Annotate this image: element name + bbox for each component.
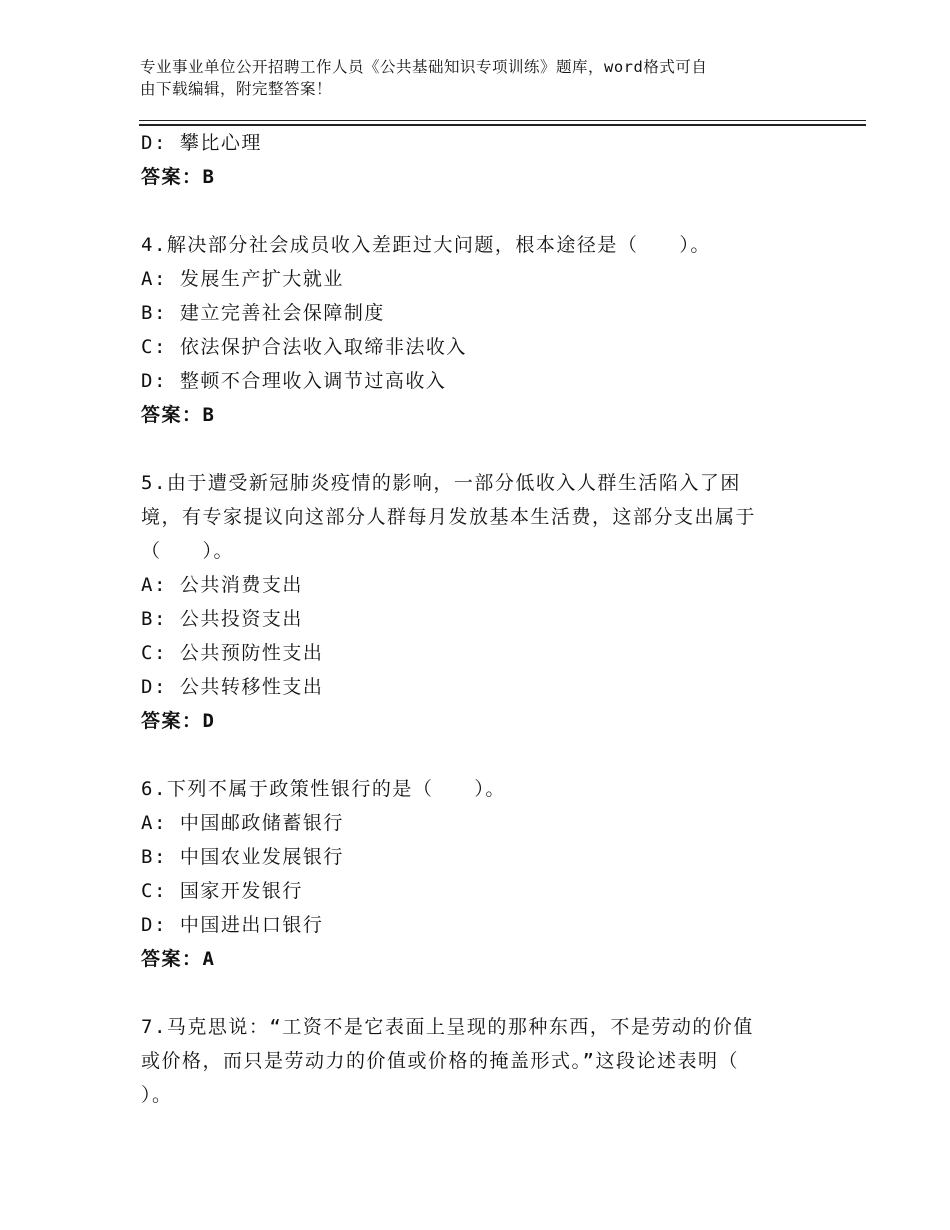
question-4 (141, 228, 821, 432)
question-6 (141, 772, 821, 976)
question-stem-line-1: 7.马克思说：“工资不是它表面上呈现的那种东西，不是劳动的价值 (141, 1016, 754, 1038)
header-line-2: 由下载编辑，附完整答案！ (140, 80, 333, 98)
option-d: D: 公共转移性支出 (141, 676, 324, 698)
option-a: A: 中国邮政储蓄银行 (141, 812, 344, 834)
option-b: B: 建立完善社会保障制度 (141, 302, 385, 324)
option-b: B: 中国农业发展银行 (141, 846, 344, 868)
option-d: D: 整顿不合理收入调节过高收入 (141, 370, 447, 392)
header-rule-thin (139, 120, 866, 121)
question-7 (141, 1010, 821, 1112)
spacer (141, 432, 821, 466)
question-stem-line-2: 境，有专家提议向这部分人群每月发放基本生活费，这部分支出属于 (141, 506, 757, 528)
question-stem-line-2: 或价格，而只是劳动力的价值或价格的掩盖形式。”这段论述表明（ (141, 1050, 739, 1072)
option-b: B: 公共投资支出 (141, 608, 303, 630)
option-c: C: 依法保护合法收入取缔非法收入 (141, 336, 467, 358)
option-c: C: 公共预防性支出 (141, 642, 324, 664)
question-5 (141, 466, 821, 738)
spacer (141, 194, 821, 228)
spacer (141, 976, 821, 1010)
answer-line: 答案：B (141, 404, 216, 426)
question-stem-line-3: （ ）。 (141, 540, 235, 562)
page-header (140, 56, 800, 100)
answer-line: 答案：A (141, 948, 216, 970)
answer-line: 答案：B (141, 166, 216, 188)
question-stem-line-3: ）。 (141, 1084, 173, 1106)
question-3 (141, 126, 821, 194)
question-stem: 6.下列不属于政策性银行的是（ ）。 (141, 778, 506, 800)
option-d: D: 攀比心理 (141, 132, 262, 154)
option-a: A: 发展生产扩大就业 (141, 268, 344, 290)
spacer (141, 738, 821, 772)
answer-line: 答案：D (141, 710, 216, 732)
option-a: A: 公共消费支出 (141, 574, 303, 596)
header-line-1: 专业事业单位公开招聘工作人员《公共基础知识专项训练》题库，word格式可自 (140, 58, 708, 76)
question-stem-line-1: 5.由于遭受新冠肺炎疫情的影响，一部分低收入人群生活陷入了困 (141, 472, 741, 494)
option-d: D: 中国进出口银行 (141, 914, 324, 936)
question-stem: 4.解决部分社会成员收入差距过大问题，根本途径是（ ）。 (141, 234, 711, 256)
question-list (141, 126, 821, 1112)
option-c: C: 国家开发银行 (141, 880, 303, 902)
